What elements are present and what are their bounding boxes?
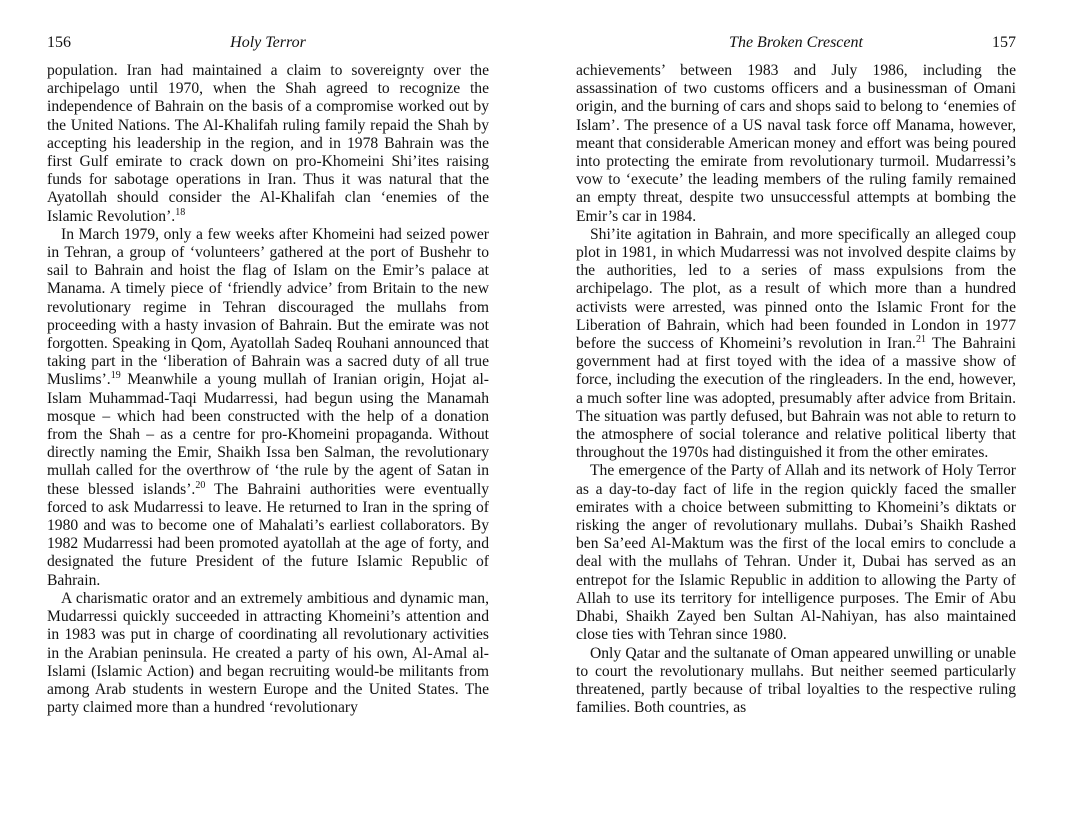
- paragraph-text: Shi’ite agitation in Bahrain, and more specifically an alleged coup plot in 1981, in which Mudarressi was not involved despite claims by the authorities, led to a series of mass expulsions from the archipelago. The plot, as a result of which more than a hundred activists were arrested, was pinned onto the Islamic Front for the Liberation of Bahrain, which had been founded in London in 1977 before the success of Khomeini’s revolution in Iran.: [576, 225, 1016, 353]
- paragraph-text: achievements’ between 1983 and July 1986, including the assassination of two customs officers and a businessman of Omani origin, and the burning of cars and shops said to belong to ‘enemies of Islam’. The presence of a US naval task force off Manama, however, meant that considerable American money and effort was being poured into protecting the emirate from revolutionary turmoil. Mudarressi’s vow to ‘execute’ the leading members of the ruling family remained an empty threat, despite two unsuccessful attempts at bombing the Emir’s car in 1984.: [576, 62, 1016, 225]
- right-page: [576, 0, 1016, 829]
- left-running-title: Holy Terror: [230, 34, 306, 51]
- footnote-ref: 18: [175, 206, 186, 218]
- paragraph: [576, 645, 1016, 718]
- left-page-number: 156: [47, 34, 71, 51]
- paragraph-text: The emergence of the Party of Allah and its network of Holy Terror as a day-to-day fact of life in the region quickly faced the smaller emirates with a choice between submitting to Khomeini’s diktats or risking the anger of revolutionary mullahs. Dubai’s Shaikh Rashed ben Sa’eed Al-Maktum was the first of the local emirs to conclude a deal with the mullahs of Tehran. Under it, Dubai has served as an entrepot for the Islamic Republic in addition to allowing the Party of Allah to use its territory for intelligence purposes. The Emir of Abu Dhabi, Shaikh Zayed ben Sultan Al-Nahiyan, has also maintained close ties with Tehran since 1980.: [576, 462, 1016, 644]
- right-page-number: 157: [992, 34, 1016, 51]
- right-running-head: [576, 34, 1016, 56]
- paragraph-text: Only Qatar and the sultanate of Oman appeared unwilling or unable to court the revolutionary mullahs. But neither seemed particularly threatened, partly because of tribal loyalties to the respective ruling families. Both countries, as: [576, 644, 1016, 717]
- paragraph: [47, 590, 489, 717]
- paragraph-text: The Bahraini government had at first toyed with the idea of a massive show of force, including the execution of the ringleaders. In the end, however, a much softer line was adopted, presumably after advice from Britain. The situation was partly defused, but Bahrain was not able to return to the atmosphere of social tolerance and relative political liberty that throughout the 1970s had distinguished it from the other emirates.: [576, 335, 1016, 462]
- paragraph-text: In March 1979, only a few weeks after Khomeini had seized power in Tehran, a group of ‘volunteers’ gathered at the port of Bushehr to sail to Bahrain and hoist the flag of Islam on the Emir’s palace at Manama. A timely piece of ‘friendly advice’ from Britain to the new revolutionary regime in Tehran discouraged the mullahs from proceeding with a hasty invasion of Bahrain. But the emirate was not forgotten. Speaking in Qom, Ayatollah Sadeq Rouhani announced that taking part in the ‘liberation of Bahrain was a sacred duty of all true Muslims’.: [47, 225, 489, 389]
- footnote-ref: 19: [110, 370, 121, 382]
- left-running-head: [47, 34, 489, 56]
- paragraph-text: Meanwhile a young mullah of Iranian origin, Hojat al-Islam Muhammad-Taqi Mudarressi, had begun using the Manamah mosque – which had been constructed with the help of a donation from the Shah – as a centre for pro-Khomeini propaganda. Without directly naming the Emir, Shaikh Issa ben Salman, the revolutionary mullah called for the overthrow of ‘the rule by the agent of Satan in these blessed islands’.: [47, 371, 489, 498]
- paragraph: [47, 226, 489, 590]
- paragraph-text: A charismatic orator and an extremely ambitious and dynamic man, Mudarressi quickly succeeded in attracting Khomeini’s attention and in 1983 was put in charge of coordinating all revolutionary activities in the Arabian peninsula. He created a party of his own, Al-Amal al-Islami (Islamic Action) and began recruiting would-be militants from among Arab students in western Europe and the United States. The party claimed more than a hundred ‘revolutionary: [47, 589, 489, 717]
- paragraph-text: The Bahraini authorities were eventually forced to ask Mudarressi to leave. He returned to Iran in the spring of 1980 and was to become one of Mahalati’s earliest collaborators. By 1982 Mudarressi had been promoted ayatollah at the age of forty, and designated the future President of the future Islamic Republic of Bahrain.: [47, 480, 490, 589]
- left-page: [47, 0, 489, 829]
- paragraph: [576, 462, 1016, 644]
- paragraph-text: population. Iran had maintained a claim to sovereignty over the archipelago until 1970, when the Shah agreed to recognize the independence of Bahrain on the basis of a compromise worked out by the United Nations. The Al-Khalifah ruling family repaid the Shah by accepting his leadership in the region, and in 1978 Bahrain was the first Gulf emirate to crack down on pro-Khomeini Shi’ites raising funds for sabotage operations in Iran. Thus it was natural that the Ayatollah should consider the Al-Khalifah clan ‘enemies of the Islamic Revolution’.: [47, 62, 489, 225]
- paragraph: [576, 226, 1016, 463]
- footnote-ref: 21: [915, 333, 926, 345]
- footnote-ref: 20: [195, 479, 206, 491]
- paragraph: [576, 62, 1016, 226]
- right-page-body: [576, 62, 1016, 717]
- right-running-title: The Broken Crescent: [729, 34, 863, 51]
- left-page-body: [47, 62, 489, 717]
- paragraph: [47, 62, 489, 226]
